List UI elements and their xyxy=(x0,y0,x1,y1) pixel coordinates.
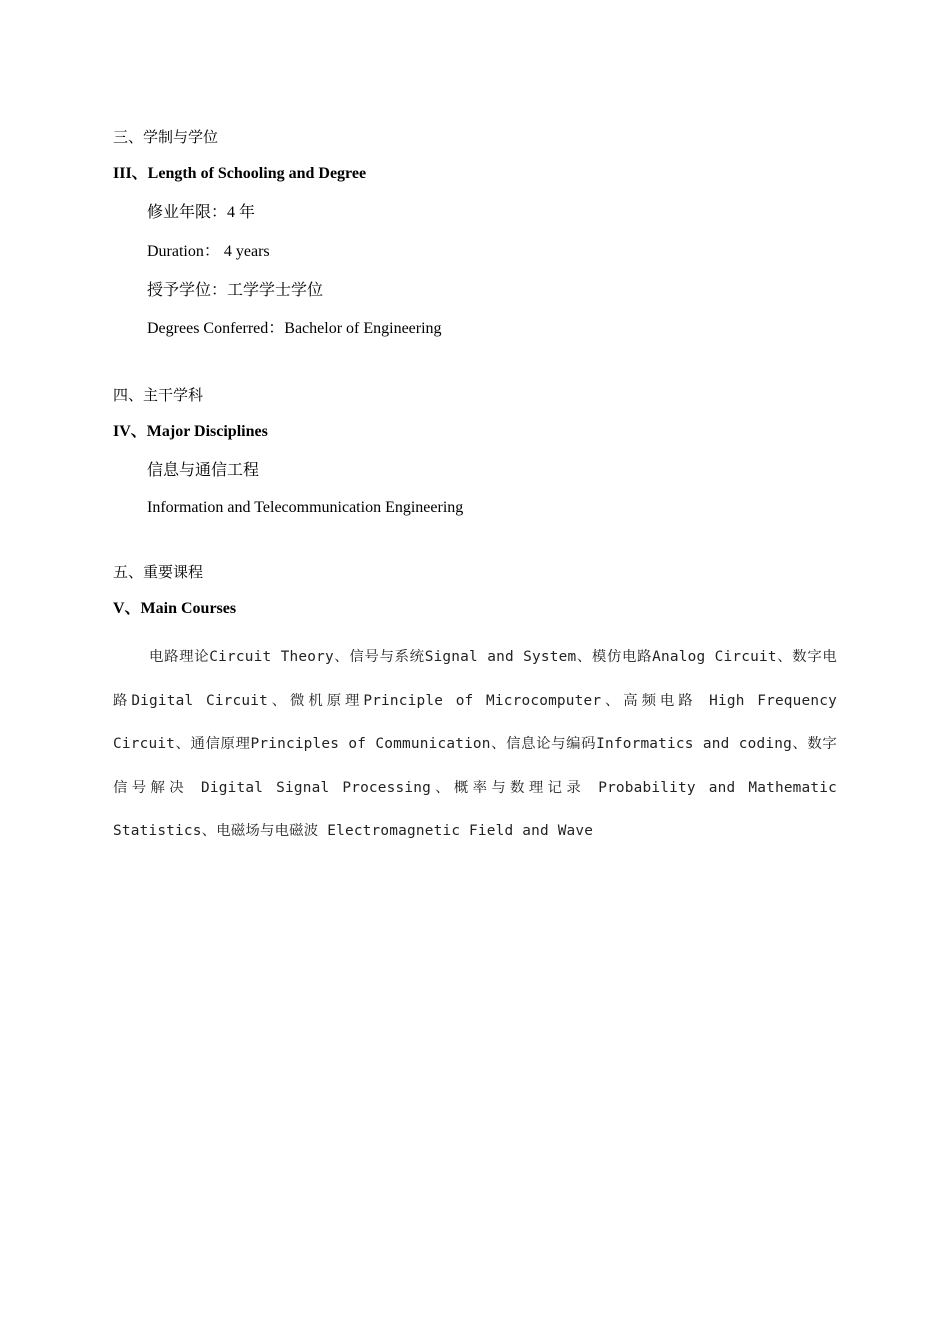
section-5-heading-en: V、Main Courses xyxy=(113,600,237,617)
discipline-en: Information and Telecommunication Engineering xyxy=(147,499,464,516)
degree-en: Degrees Conferred：Bachelor of Engineering xyxy=(147,320,442,337)
section-5-heading-cn: 五、重要课程 xyxy=(113,563,204,581)
degree-cn: 授予学位：工学学士学位 xyxy=(147,282,324,299)
duration-cn: 修业年限：4 年 xyxy=(147,204,256,221)
duration-en: Duration： 4 years xyxy=(147,243,270,260)
section-3-heading-en: III、Length of Schooling and Degree xyxy=(113,165,367,182)
section-4-heading-cn: 四、主干学科 xyxy=(113,386,204,404)
section-4-heading-en: IV、Major Disciplines xyxy=(113,423,268,440)
section-3-heading-cn: 三、学制与学位 xyxy=(113,128,219,146)
discipline-cn: 信息与通信工程 xyxy=(147,462,260,479)
main-courses-paragraph: 电路理论Circuit Theory、信号与系统Signal and System、模仿电路Analog Circuit、数字电路Digital Circuit、微机原理Principle of Microcomputer、高频电路 High Frequency Circuit、通信原理Principles of Communication、信息论与编码Informatics and coding、数字信号解决 Digital Signal Processing、概率与数理记录 Probability and Mathematic Statistics、电磁场与电磁波 Electromagnetic Field and Wave xyxy=(113,649,837,839)
